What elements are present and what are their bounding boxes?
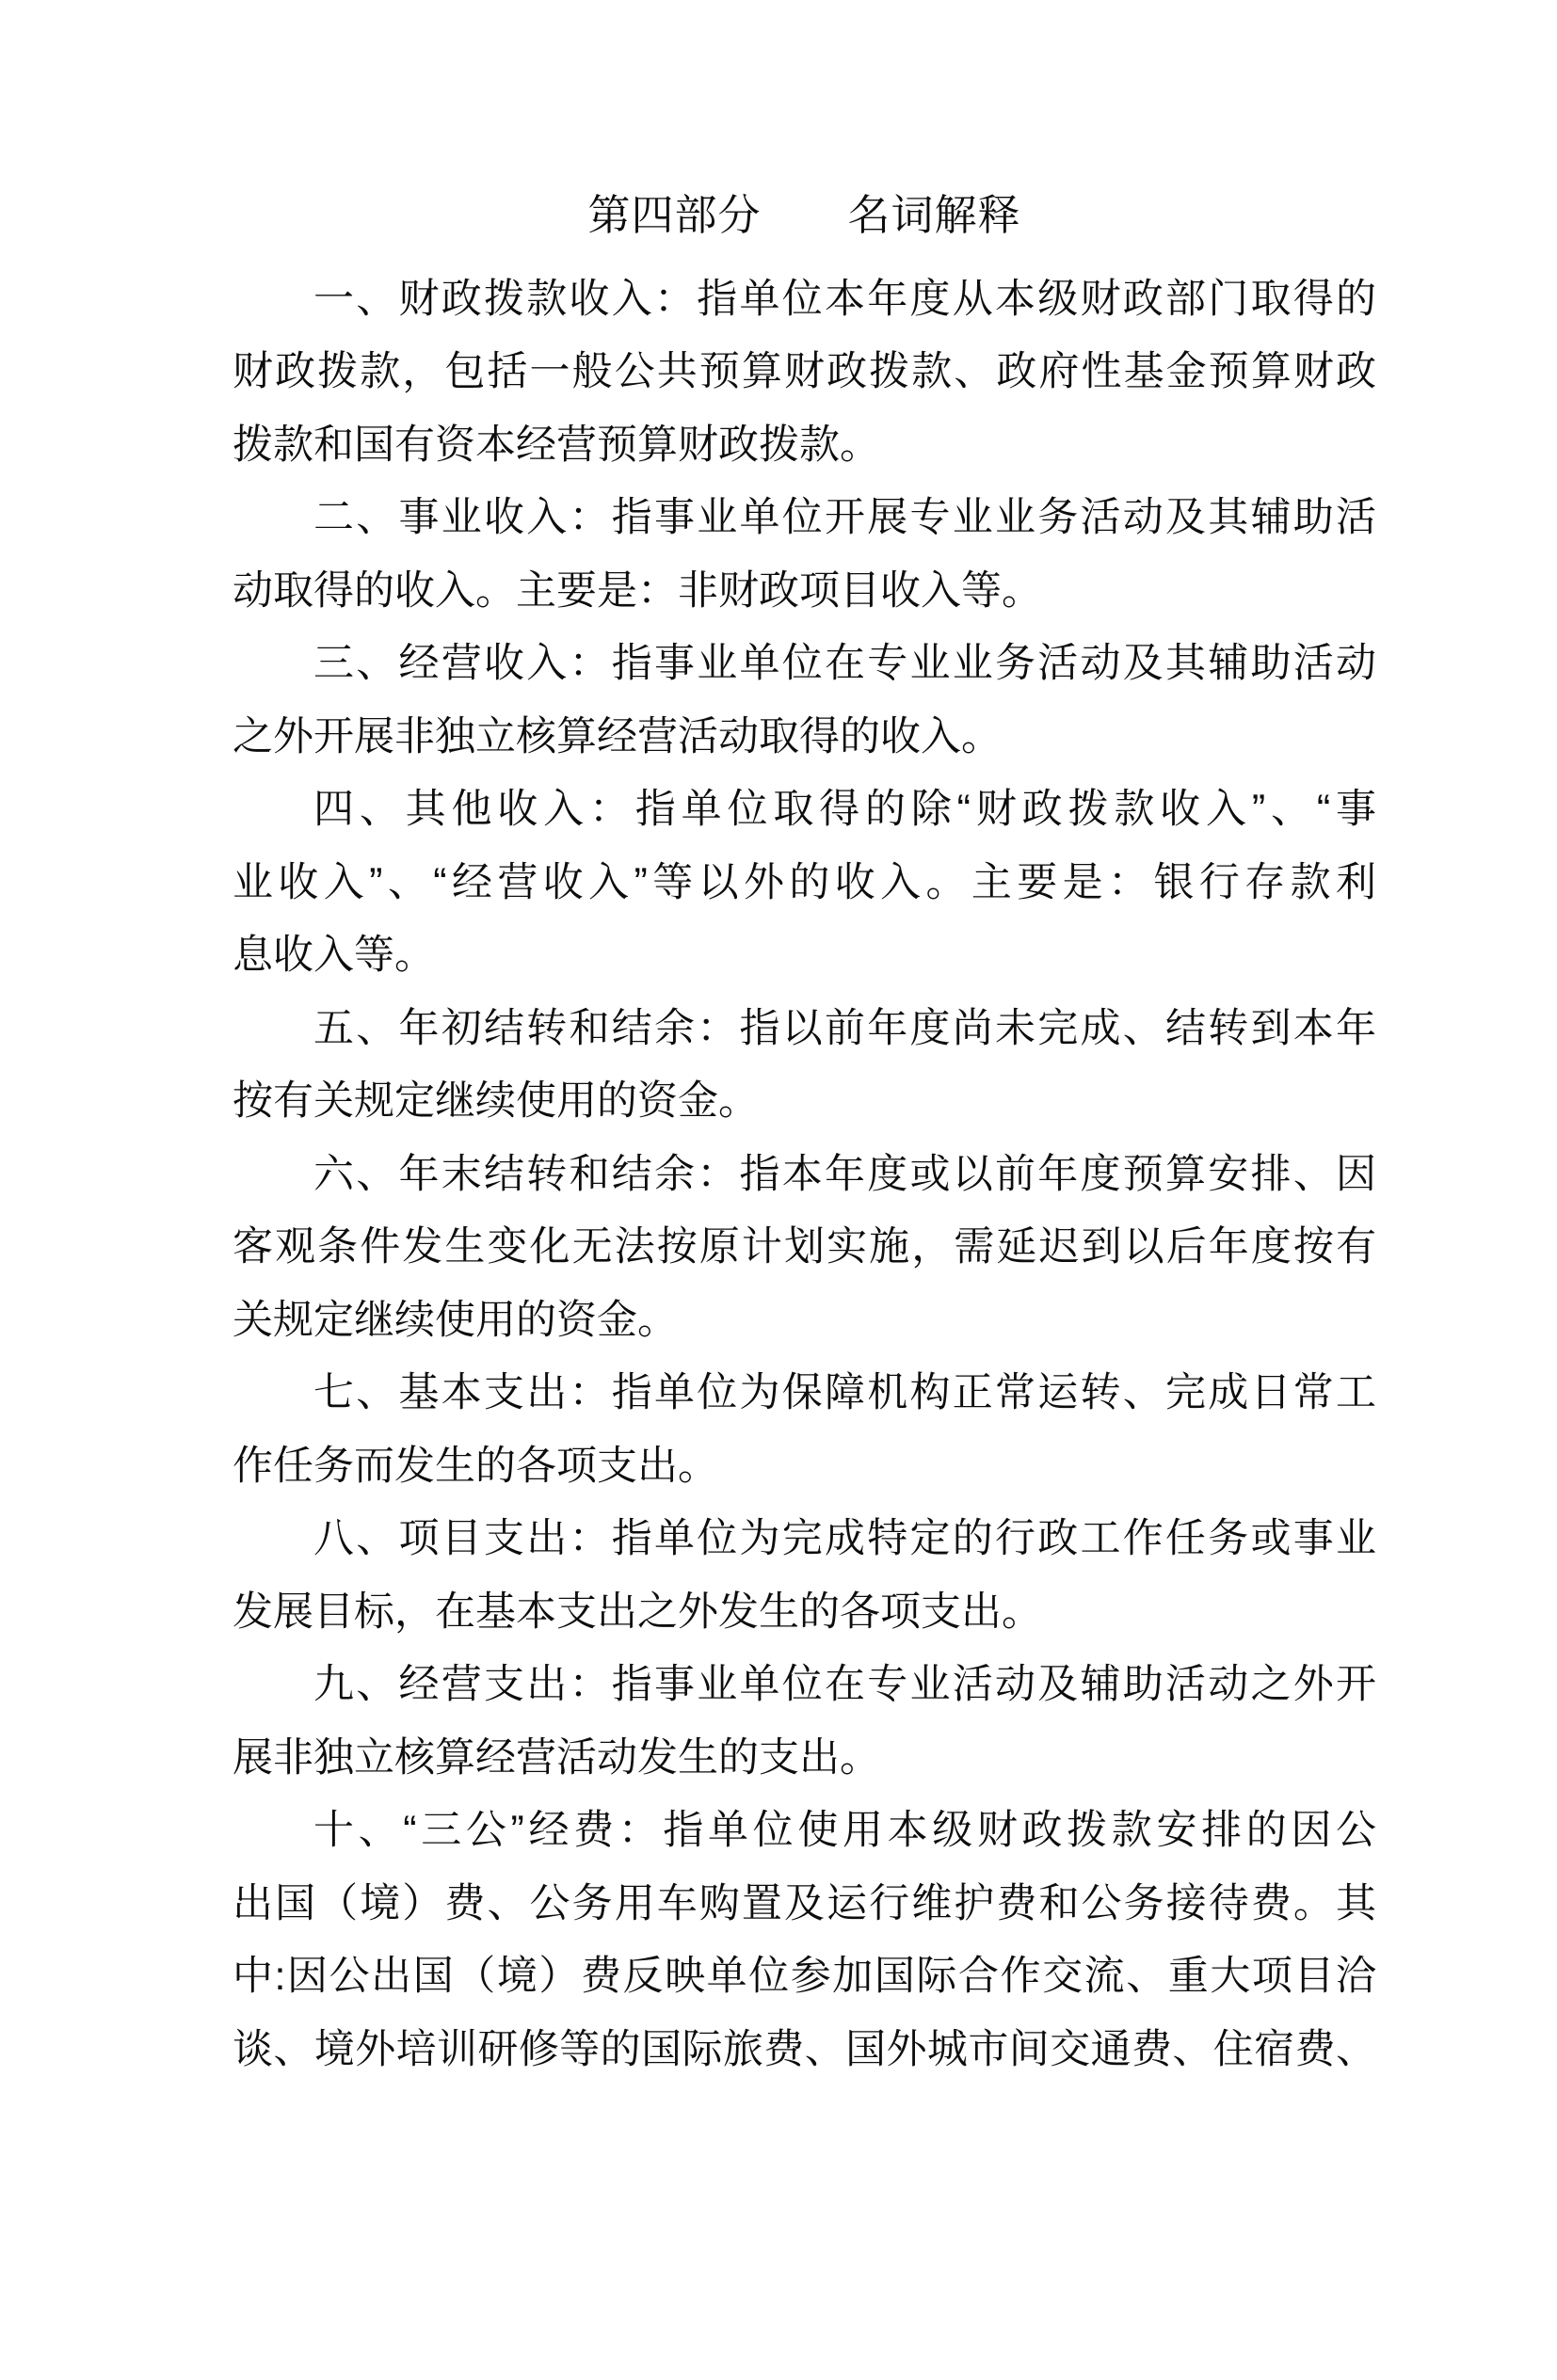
glossary-line: 业收入”、“经营收入”等以外的收入。主要是：银行存款利 (233, 859, 1376, 905)
glossary-body (233, 264, 1376, 2087)
glossary-line: 出国（境）费、公务用车购置及运行维护费和公务接待费。其 (233, 1880, 1376, 1926)
glossary-line: 七、基本支出：指单位为保障机构正常运转、完成日常工 (313, 1370, 1376, 1415)
glossary-line: 九、经营支出：指事业单位在专业活动及辅助活动之外开 (313, 1662, 1376, 1707)
glossary-line: 六、年末结转和结余：指本年度或以前年度预算安排、因 (313, 1151, 1376, 1197)
section-title: 第四部分 名词解释 (587, 191, 1021, 239)
glossary-line: 拨款和国有资本经营预算财政拨款。 (233, 422, 880, 468)
glossary-line: 按有关规定继续使用的资金。 (233, 1078, 759, 1124)
glossary-line: 息收入等。 (233, 933, 435, 978)
glossary-line: 作任务而发生的各项支出。 (233, 1443, 718, 1489)
glossary-line: 中:因公出国（境）费反映单位参加国际合作交流、重大项目洽 (233, 1954, 1376, 1999)
glossary-line: 一、财政拨款收入：指单位本年度从本级财政部门取得的 (313, 276, 1376, 322)
glossary-line: 动取得的收入。主要是：非财政项目收入等。 (233, 567, 1042, 614)
glossary-line: 关规定继续使用的资金。 (233, 1297, 678, 1343)
glossary-line: 谈、境外培训研修等的国际旅费、国外城市间交通费、住宿费、 (233, 2026, 1376, 2072)
glossary-line: 十、“三公”经费：指单位使用本级财政拨款安排的因公 (313, 1808, 1376, 1853)
glossary-line: 发展目标，在基本支出之外发生的各项支出。 (233, 1589, 1042, 1635)
glossary-line: 之外开展非独立核算经营活动取得的收入。 (233, 713, 1002, 759)
glossary-line: 二、事业收入：指事业单位开展专业业务活动及其辅助活 (313, 495, 1376, 540)
glossary-line: 客观条件发生变化无法按原计划实施，需延迟到以后年度按有 (233, 1224, 1376, 1270)
glossary-line: 八、项目支出：指单位为完成特定的行政工作任务或事业 (313, 1516, 1376, 1561)
document-page (0, 179, 1557, 2380)
glossary-line: 财政拨款，包括一般公共预算财政拨款、政府性基金预算财政 (233, 349, 1376, 394)
glossary-line: 五、年初结转和结余：指以前年度尚未完成、结转到本年 (313, 1005, 1376, 1051)
page (0, 179, 1557, 2380)
glossary-line: 三、经营收入：指事业单位在专业业务活动及其辅助活动 (313, 641, 1376, 686)
glossary-line: 四、其他收入：指单位取得的除“财政拨款收入”、“事 (313, 787, 1376, 832)
glossary-line: 展非独立核算经营活动发生的支出。 (233, 1734, 880, 1781)
